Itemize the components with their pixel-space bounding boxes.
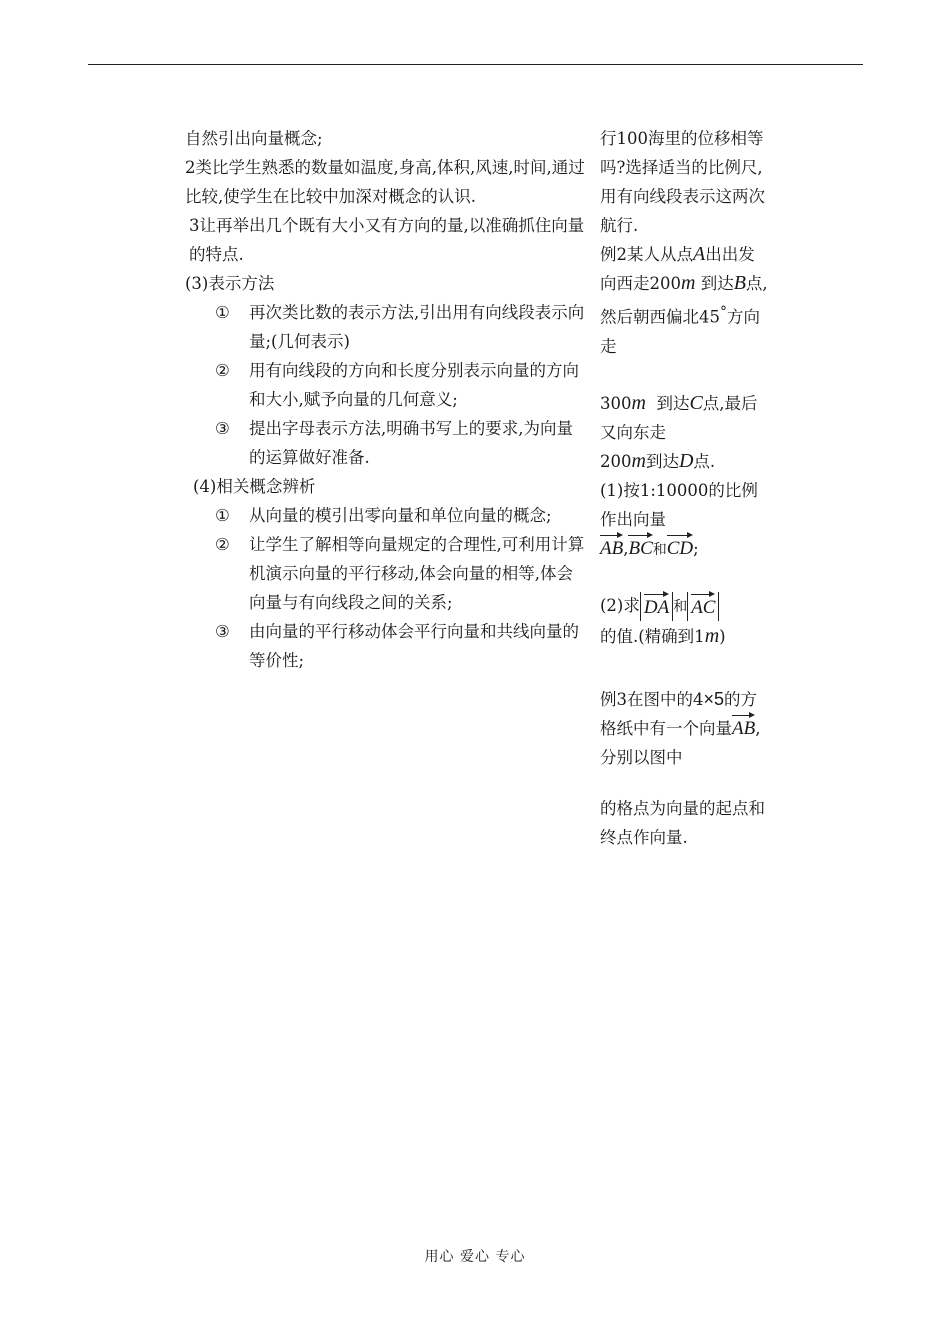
text-span: (2)求 [600, 595, 640, 615]
item-text: 让学生了解相等向量规定的合理性,可利用计算机演示向量的平行移动,体会向量的相等,体会向量与有向线段之间的关系; [249, 535, 585, 612]
item-text: 由向量的平行移动体会平行向量和共线向量的等价性; [249, 622, 579, 670]
example-2 [600, 240, 770, 361]
point-label: C [689, 391, 703, 414]
item-number: ③ [215, 419, 230, 438]
left-column [185, 124, 585, 675]
header-rule [88, 64, 863, 65]
example-2-cont [600, 389, 770, 476]
example-3 [600, 685, 770, 772]
grid-size: ×5 [703, 688, 725, 709]
text-span: 和 [652, 541, 667, 558]
spacer [600, 772, 770, 794]
item-number: ① [215, 506, 230, 525]
point-label: A [693, 243, 706, 265]
point-label: B [733, 272, 746, 294]
unit-symbol: m [631, 391, 646, 414]
question-2 [600, 591, 770, 651]
section-heading: (4)相关概念辨析 [193, 477, 316, 496]
point-label: D [678, 449, 694, 472]
list-item [215, 298, 585, 356]
text-span: 例3在图中的4 [600, 689, 704, 709]
text-span: 点,然后朝西偏北45 [600, 274, 768, 327]
item-number: ② [215, 361, 230, 380]
vector-bc: BC [628, 537, 653, 559]
list-item [215, 501, 585, 530]
list-item [215, 617, 585, 675]
vector-da: DA [643, 596, 670, 618]
page-footer: 用心 爱心 专心 [424, 1249, 526, 1265]
magnitude-ac [687, 592, 719, 621]
right-column [600, 124, 770, 852]
text-span: , [623, 538, 629, 558]
text-span: 200 [600, 451, 632, 471]
text-span: 300 [600, 393, 632, 413]
text-span: 出发向西走200 [600, 245, 755, 293]
text-span: 的值.(精确到1 [600, 626, 705, 646]
text-span: ; [693, 538, 699, 558]
list-item [215, 530, 585, 617]
vector-ab: AB [732, 717, 756, 739]
vector-ab: AB [600, 537, 624, 559]
item-text: 提出字母表示方法,明确书写上的要求,为向量的运算做好准备. [249, 419, 573, 467]
unit-symbol: m [704, 624, 720, 647]
item-text: 再次类比数的表示方法,引出用有向线段表示向量;(几何表示) [249, 303, 585, 351]
item-number: ③ [215, 622, 230, 641]
text-span: 出 [705, 245, 722, 264]
unit-symbol: m [681, 272, 696, 294]
text-span: 点. [693, 451, 716, 471]
text-paragraph: 3让再举出几个既有大小又有方向的量,以准确抓住向量的特点. [189, 216, 585, 264]
spacer [600, 361, 770, 389]
section-heading: (3)表示方法 [185, 274, 275, 293]
text-paragraph: 2类比学生熟悉的数量如温度,身高,体积,风速,时间,通过比较,使学生在比较中加深对概念的认识. [185, 158, 585, 206]
item-number: ② [215, 535, 230, 554]
text-paragraph: 行100海里的位移相等吗?选择适当的比例尺,用有向线段表示这两次航行. [600, 129, 765, 235]
text-span: (1)按1:10000的比例作出向量 [600, 480, 758, 529]
text-span: ) [719, 626, 726, 646]
text-line: 自然引出向量概念; [185, 129, 323, 148]
text-span: 到达 [656, 393, 690, 413]
text-span: ,分别以图中 [600, 718, 761, 767]
list-item [215, 414, 585, 472]
magnitude-da [640, 592, 673, 621]
text-span: 到达 [645, 451, 679, 471]
degree-sign: ° [720, 304, 727, 320]
spacer [600, 651, 770, 685]
question-1 [600, 476, 770, 565]
list-item [215, 356, 585, 414]
item-text: 从向量的模引出零向量和单位向量的概念; [249, 506, 552, 525]
item-text: 用有向线段的方向和长度分别表示向量的方向和大小,赋予向量的几何意义; [249, 361, 579, 409]
item-number: ① [215, 303, 230, 322]
unit-symbol: m [631, 449, 646, 472]
text-span: 的方格纸中有一个向量 [600, 689, 758, 738]
text-span: 到达 [700, 274, 734, 293]
text-span: 和 [673, 598, 688, 615]
text-span: 方向走 [600, 307, 760, 356]
vector-cd: CD [666, 537, 694, 559]
text-span: 点,最后又向东走 [600, 393, 758, 442]
vector-ac: AC [691, 596, 716, 618]
text-paragraph: 的格点为向量的起点和终点作向量. [600, 798, 765, 847]
text-span: 例2某人从点 [600, 245, 693, 264]
spacer [600, 565, 770, 591]
